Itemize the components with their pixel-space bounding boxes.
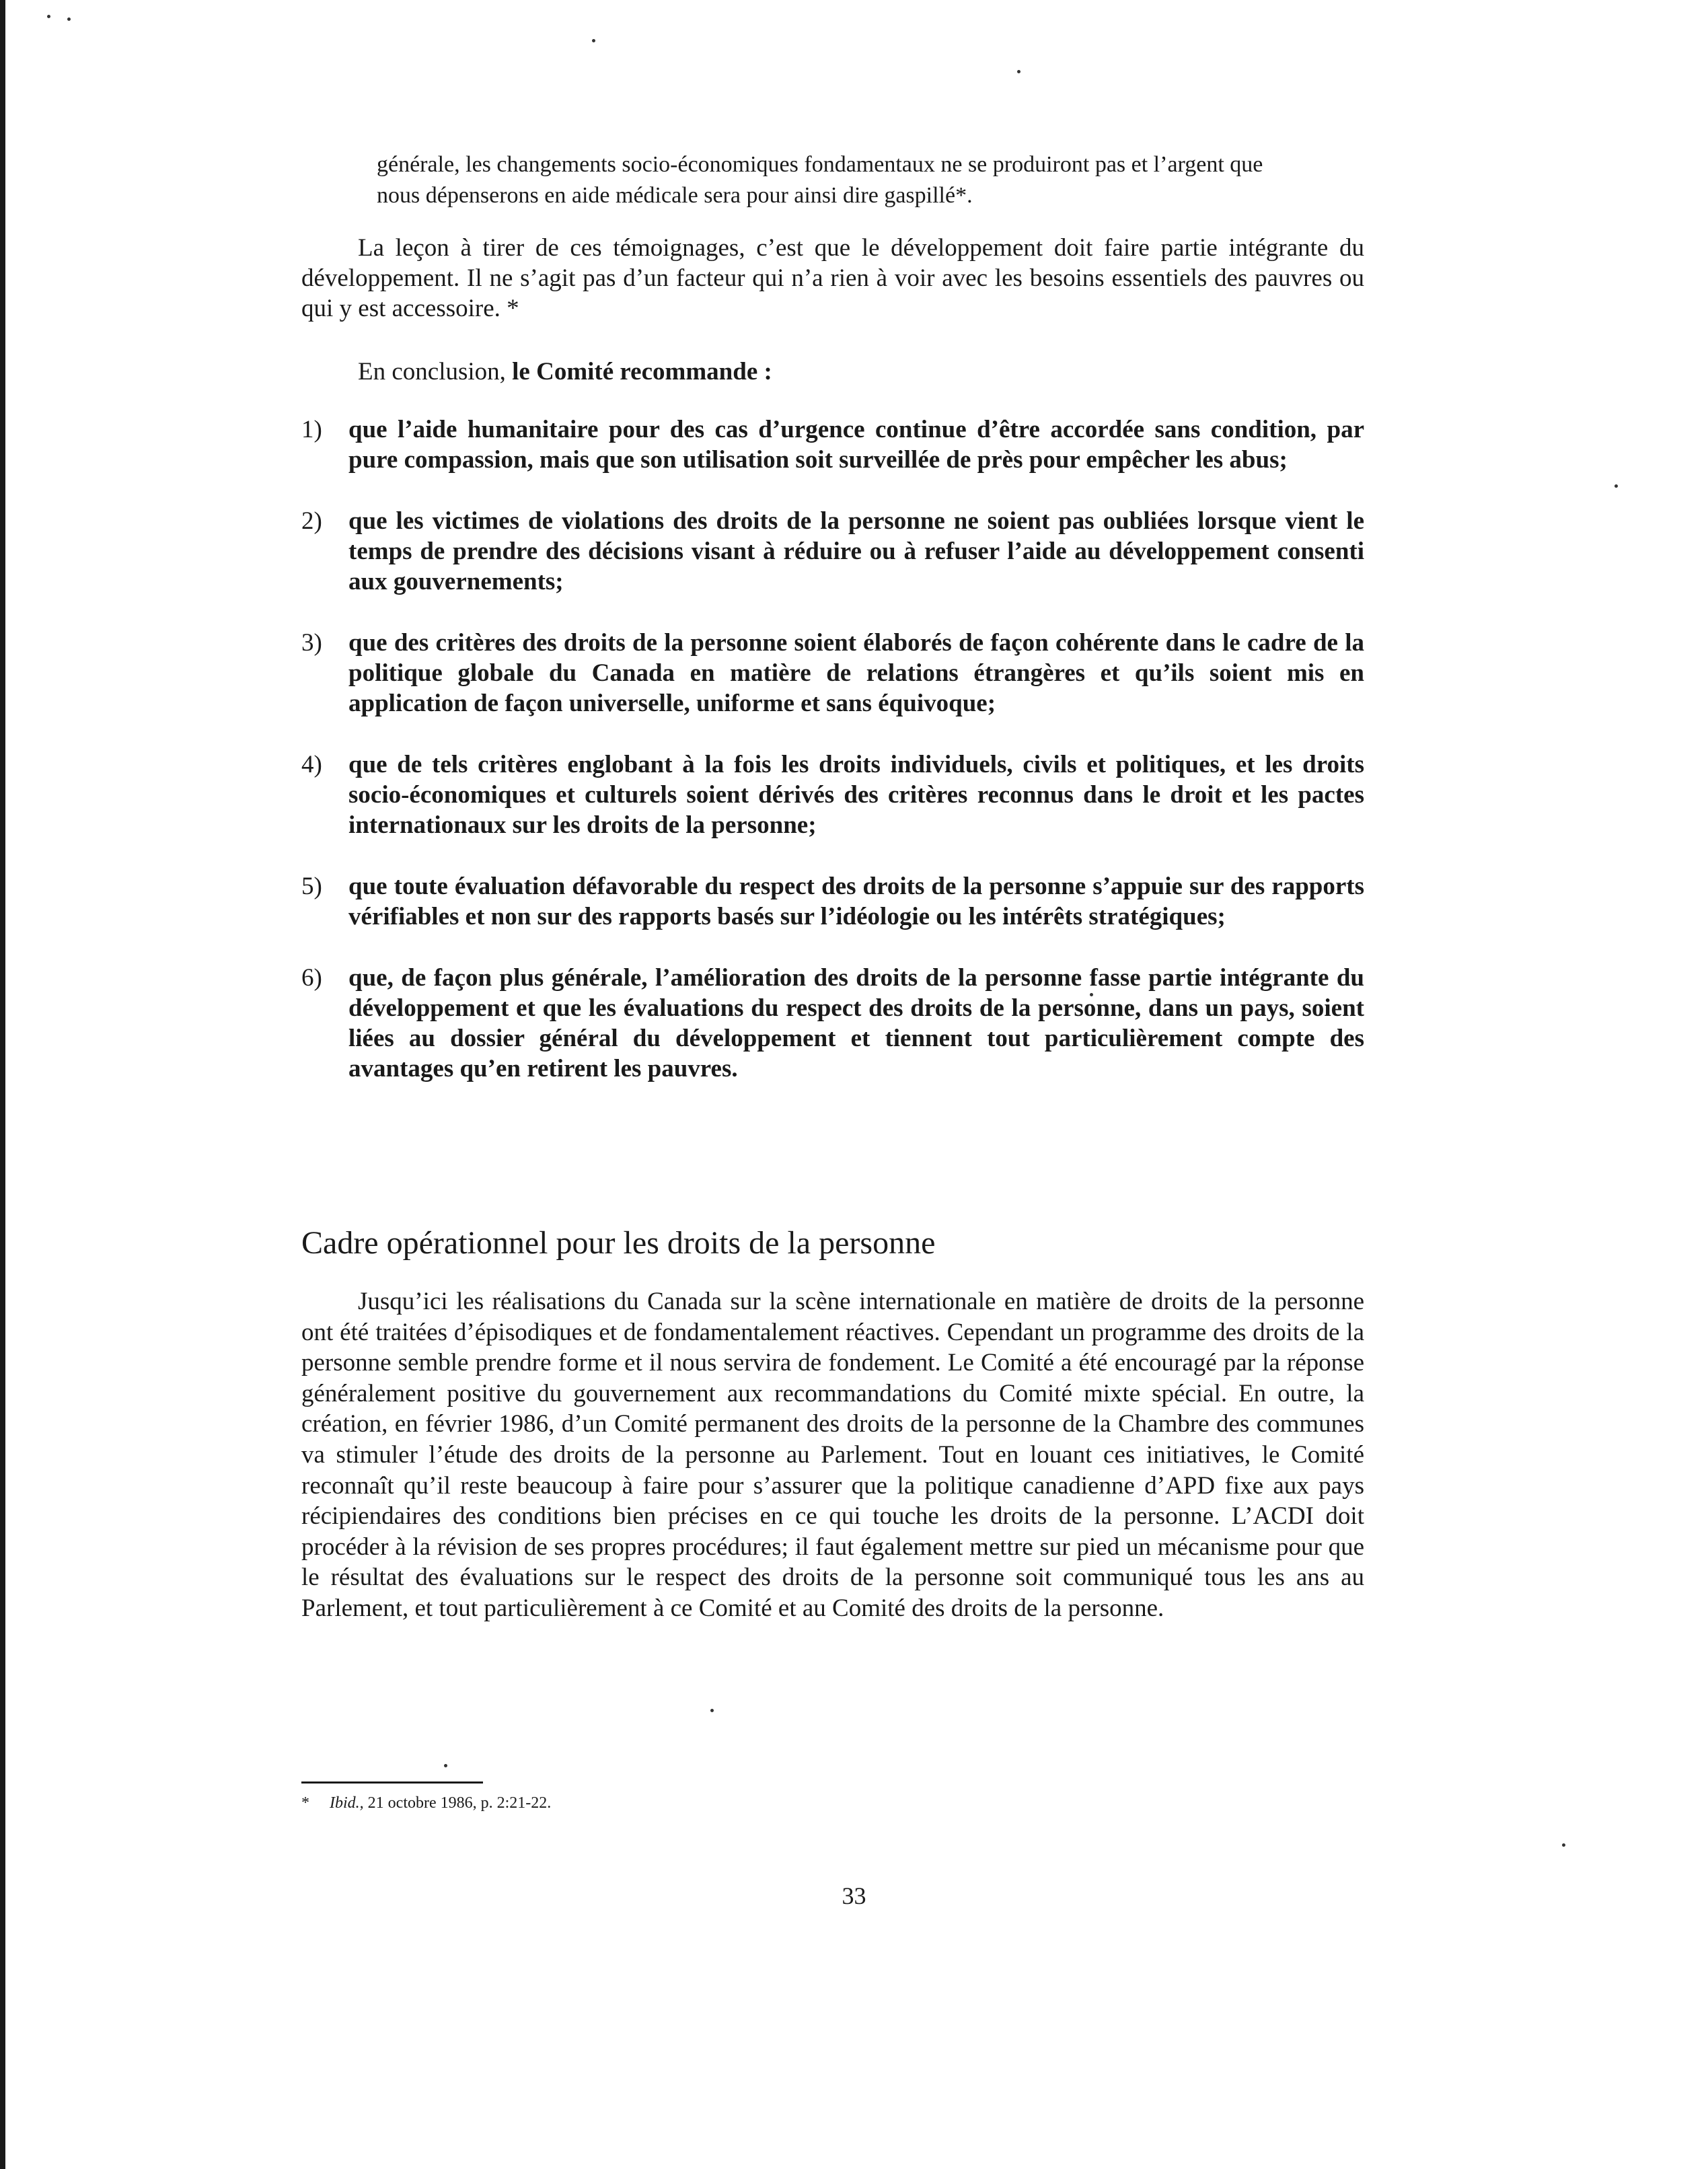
recommendation-item <box>301 749 1364 840</box>
recommendation-number: 4) <box>301 751 322 778</box>
recommendation-item <box>301 963 1364 1084</box>
scan-speck <box>67 17 71 21</box>
conclusion-prefix: En conclusion, <box>358 358 506 385</box>
recommendation-text: que, de façon plus générale, l’amélioration des droits de la personne fasse partie intégrante du développement et que les évaluations du respect des droits de la personne, dans un pays, soient liées au dossier général du développement et tiennent tout particulièrement compte des avantages qu’en retirent les pauvres. <box>348 964 1364 1082</box>
paragraph-conclusion <box>301 357 1364 387</box>
quote-continuation: générale, les changements socio-économiques fondamentaux ne se produiront pas et l’argent que nous dépenserons en aide médicale sera pour ainsi dire gaspillé*. <box>377 152 1263 208</box>
recommendation-item <box>301 414 1364 475</box>
footnote-marker: * <box>301 1794 309 1812</box>
recommendation-number: 3) <box>301 629 322 657</box>
recommendation-item <box>301 506 1364 597</box>
scan-left-edge <box>0 0 5 2169</box>
scan-speck <box>1614 484 1618 488</box>
section-heading: Cadre opérationnel pour les droits de la personne <box>301 1225 936 1261</box>
recommendation-list <box>301 414 1364 1115</box>
scan-speck <box>710 1709 714 1712</box>
scan-speck <box>1017 70 1020 73</box>
recommendation-number: 6) <box>301 964 322 992</box>
scan-speck <box>592 39 595 42</box>
recommendation-text: que les victimes de violations des droits de la personne ne soient pas oubliées lorsque vient le temps de prendre des décisions visant à réduire ou à refuser l’aide au développement consenti aux gouvernements; <box>348 507 1364 595</box>
recommendation-item <box>301 628 1364 719</box>
footnote-ibid: Ibid., <box>330 1794 364 1812</box>
footnote <box>301 1792 907 1814</box>
scan-speck <box>47 15 50 18</box>
section-paragraph: Jusqu’ici les réalisations du Canada sur la scène internationale en matière de droits de la personne ont été traitées d’épisodiques et de fondamentalement réactives. Cependant un programme des droits de la personne semble prendre forme et il nous servira de fondement. Le Comité a été encouragé par la réponse généralement positive du gouvernement aux recommandations du Comité mixte spécial. En outre, la création, en février 1986, d’un Comité permanent des droits de la personne de la Chambre des communes va stimuler l’étude des droits de la personne au Parlement. Tout en louant ces initiatives, le Comité reconnaît qu’il reste beaucoup à faire pour s’assurer que la politique canadienne d’APD fixe aux pays récipiendaires des conditions bien précises en ce qui touche les droits de la personne. L’ACDI doit procéder à la révision de ses propres procédures; il faut également mettre sur pied un mécanisme pour que le résultat des évaluations sur le respect des droits de la personne soit communiqué tous les ans au Parlement, et tout particulièrement à ce Comité et au Comité des droits de la personne. <box>301 1288 1364 1622</box>
recommendation-number: 2) <box>301 507 322 535</box>
footnote-text: 21 octobre 1986, p. 2:21-22. <box>367 1794 552 1812</box>
recommendation-item <box>301 871 1364 932</box>
recommendation-number: 5) <box>301 873 322 900</box>
recommendation-text: que des critères des droits de la personne soient élaborés de façon cohérente dans le cadre de la politique globale du Canada en matière de relations étrangères et qu’ils soient mis en application de façon universelle, uniforme et sans équivoque; <box>348 629 1364 717</box>
recommendation-text: que de tels critères englobant à la fois les droits individuels, civils et politiques, et les droits socio-économiques et culturels soient dérivés des critères reconnus dans le droit et les pactes internationaux sur les droits de la personne; <box>348 751 1364 839</box>
scan-speck <box>444 1764 447 1767</box>
recommendation-number: 1) <box>301 416 322 443</box>
footnote-divider <box>301 1781 483 1784</box>
recommendation-text: que toute évaluation défavorable du respect des droits de la personne s’appuie sur des rapports vérifiables et non sur des rapports basés sur l’idéologie ou les intérêts stratégiques; <box>348 873 1364 930</box>
conclusion-bold: le Comité recommande : <box>512 358 772 385</box>
scan-speck <box>1562 1843 1565 1847</box>
recommendation-text: que l’aide humanitaire pour des cas d’urgence continue d’être accordée sans condition, par pure compassion, mais que son utilisation soit surveillée de près pour empêcher les abus; <box>348 416 1364 474</box>
paragraph-lesson: La leçon à tirer de ces témoignages, c’est que le développement doit faire partie intégrante du développement. Il ne s’agit pas d’un facteur qui n’a rien à voir avec les besoins essentiels des pauvres ou qui y est accessoire. * <box>301 234 1364 322</box>
page-number: 33 <box>842 1882 866 1909</box>
